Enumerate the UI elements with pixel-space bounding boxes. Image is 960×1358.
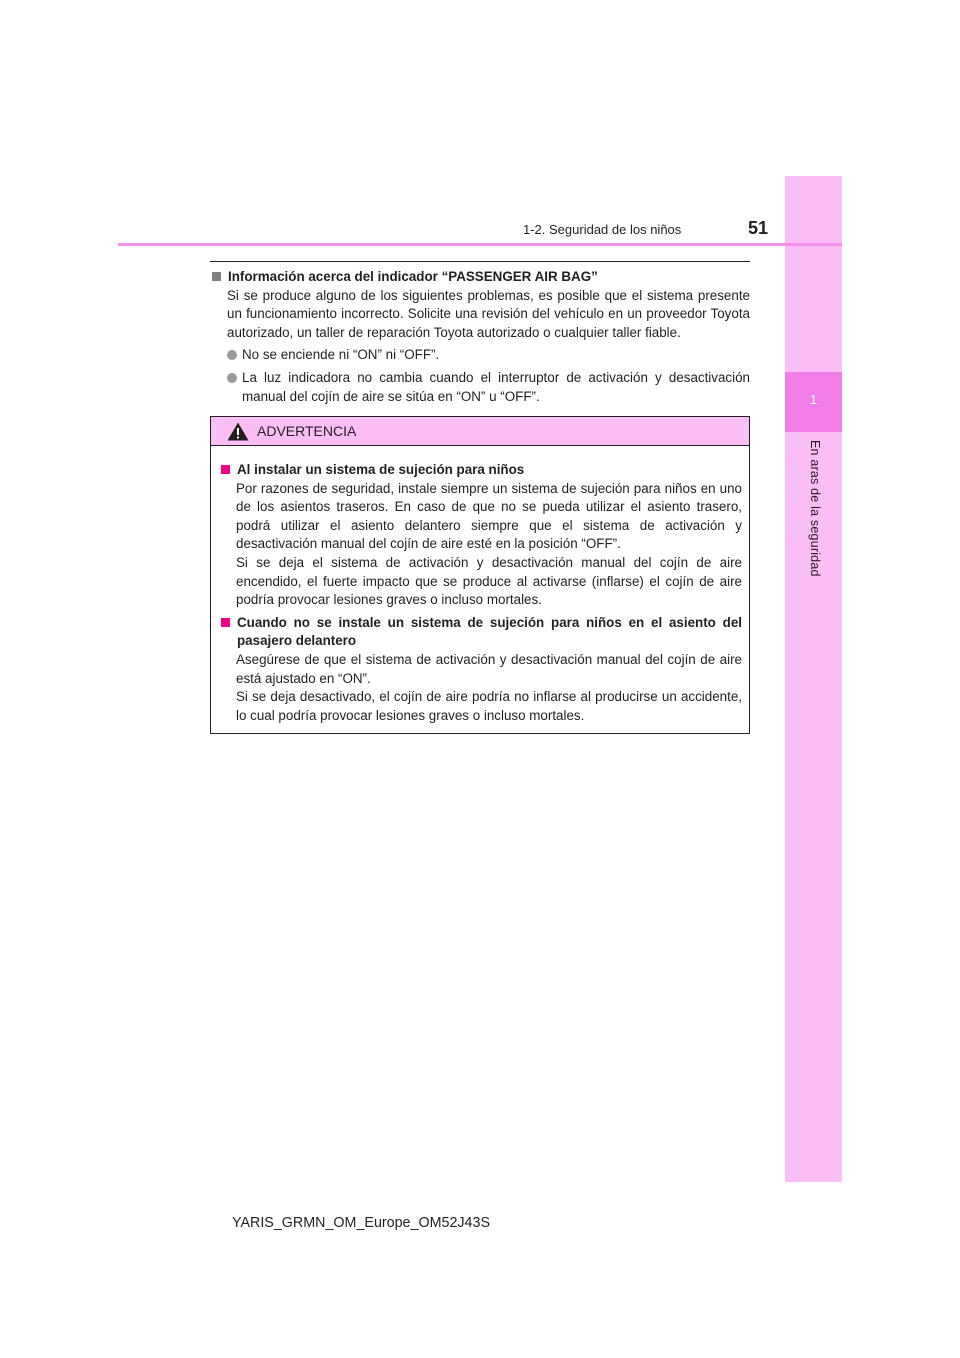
warning-triangle-icon xyxy=(227,422,249,441)
circle-bullet-icon xyxy=(227,350,237,360)
warning-item-text: Por razones de seguridad, instale siempre un sistema de sujeción para niños en uno de los asientos traseros. En caso de que no se pueda utilizar el asiento trasero, podrá utilizar el asiento delantero siempre que el sistema de activación y desactivación manual del cojín de aire esté en la posición “OFF”. xyxy=(236,480,742,552)
warning-body xyxy=(211,446,749,725)
warning-item-text: Si se deja desactivado, el cojín de aire podría no inflarse al producirse un accidente, lo cual podría provocar lesiones graves o incluso mortales. xyxy=(236,689,742,723)
warning-header xyxy=(211,417,749,446)
list-item xyxy=(227,346,750,365)
info-section xyxy=(210,268,750,406)
content-top-rule xyxy=(210,261,750,262)
chapter-number: 1 xyxy=(809,392,818,407)
warning-item-text: Asegúrese de que el sistema de activación y desactivación manual del cojín de aire está ajustado en “ON”. xyxy=(236,651,742,686)
warning-title: ADVERTENCIA xyxy=(257,423,357,439)
info-paragraph: Si se produce alguno de los siguientes problemas, es posible que el sistema presente un funcionamiento incorrecto. Solicite una revisión del vehículo en un proveedor Toyota autorizado, un taller de reparación Toyota autorizado o cualquier taller fiable. xyxy=(227,287,750,340)
warning-item-heading-text: Cuando no se instale un sistema de sujeción para niños en el asiento del pasajero delantero xyxy=(237,614,742,649)
warning-item-heading xyxy=(219,461,742,480)
section-title: 1-2. Seguridad de los niños xyxy=(523,222,682,237)
chapter-side-tab xyxy=(785,176,842,1182)
pink-square-bullet-icon xyxy=(221,465,230,474)
gray-square-bullet-icon xyxy=(212,272,221,281)
info-heading xyxy=(210,268,750,287)
list-item-text: La luz indicadora no cambia cuando el interruptor de activación y desactivación manual del cojín de aire se sitúa en “ON” u “OFF”. xyxy=(242,369,750,404)
pink-square-bullet-icon xyxy=(221,618,230,627)
info-heading-text: Información acerca del indicador “PASSENGER AIR BAG” xyxy=(228,269,598,284)
header-divider xyxy=(118,243,842,246)
list-item xyxy=(227,369,750,406)
warning-item-heading-text: Al instalar un sistema de sujeción para niños xyxy=(237,462,525,477)
warning-box xyxy=(210,416,750,734)
document-code: YARIS_GRMN_OM_Europe_OM52J43S xyxy=(232,1215,490,1231)
chapter-title: En aras de la seguridad xyxy=(808,440,822,577)
circle-bullet-icon xyxy=(227,373,237,383)
warning-item-heading xyxy=(219,614,742,651)
page-number: 51 xyxy=(748,218,769,238)
warning-item-text: Si se deja el sistema de activación y desactivación manual del cojín de aire encendido, el fuerte impacto que se produce al activarse (inflarse) el cojín de aire podría provocar lesiones graves o incluso mortales. xyxy=(236,554,742,608)
list-item-text: No se enciende ni “ON” ni “OFF”. xyxy=(242,347,440,363)
